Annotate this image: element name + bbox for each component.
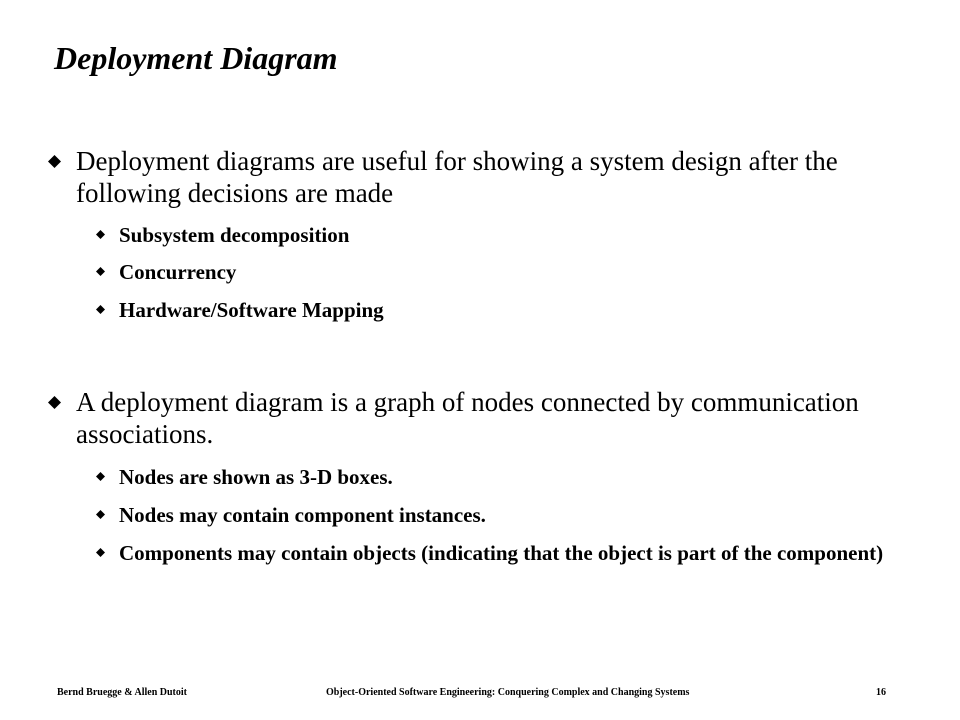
diamond-bullet-icon	[48, 155, 61, 168]
diamond-bullet-icon	[96, 510, 105, 519]
diamond-bullet-icon	[96, 267, 105, 276]
sub-bullet-item	[96, 221, 896, 249]
sub-bullet-text: Nodes are shown as 3-D boxes.	[119, 465, 393, 489]
bullet-text: A deployment diagram is a graph of nodes connected by communication associations.	[76, 387, 859, 449]
sub-bullet-text: Concurrency	[119, 260, 237, 284]
diamond-bullet-icon	[96, 548, 105, 557]
sub-bullet-item	[96, 539, 896, 567]
diamond-bullet-icon	[96, 230, 105, 239]
footer-book-title: Object-Oriented Software Engineering: Conquering Complex and Changing Systems	[326, 687, 690, 698]
sub-bullet-text: Hardware/Software Mapping	[119, 298, 384, 322]
bullet-text: Deployment diagrams are useful for showing a system design after the following decisions are made	[76, 146, 838, 208]
diamond-bullet-icon	[48, 396, 61, 409]
bullet-item	[48, 386, 908, 450]
footer-page-number: 16	[876, 687, 886, 698]
footer-authors: Bernd Bruegge & Allen Dutoit	[57, 687, 187, 698]
sub-bullet-item	[96, 296, 896, 324]
sub-bullet-item	[96, 258, 896, 286]
diamond-bullet-icon	[96, 472, 105, 481]
sub-bullet-text: Components may contain objects (indicating that the object is part of the component)	[119, 541, 884, 565]
sub-bullet-text: Nodes may contain component instances.	[119, 503, 486, 527]
diamond-bullet-icon	[96, 305, 105, 314]
sub-bullet-item	[96, 463, 896, 491]
bullet-item	[48, 145, 908, 209]
sub-bullet-text: Subsystem decomposition	[119, 223, 350, 247]
slide-title: Deployment Diagram	[54, 40, 338, 76]
sub-bullet-item	[96, 501, 896, 529]
